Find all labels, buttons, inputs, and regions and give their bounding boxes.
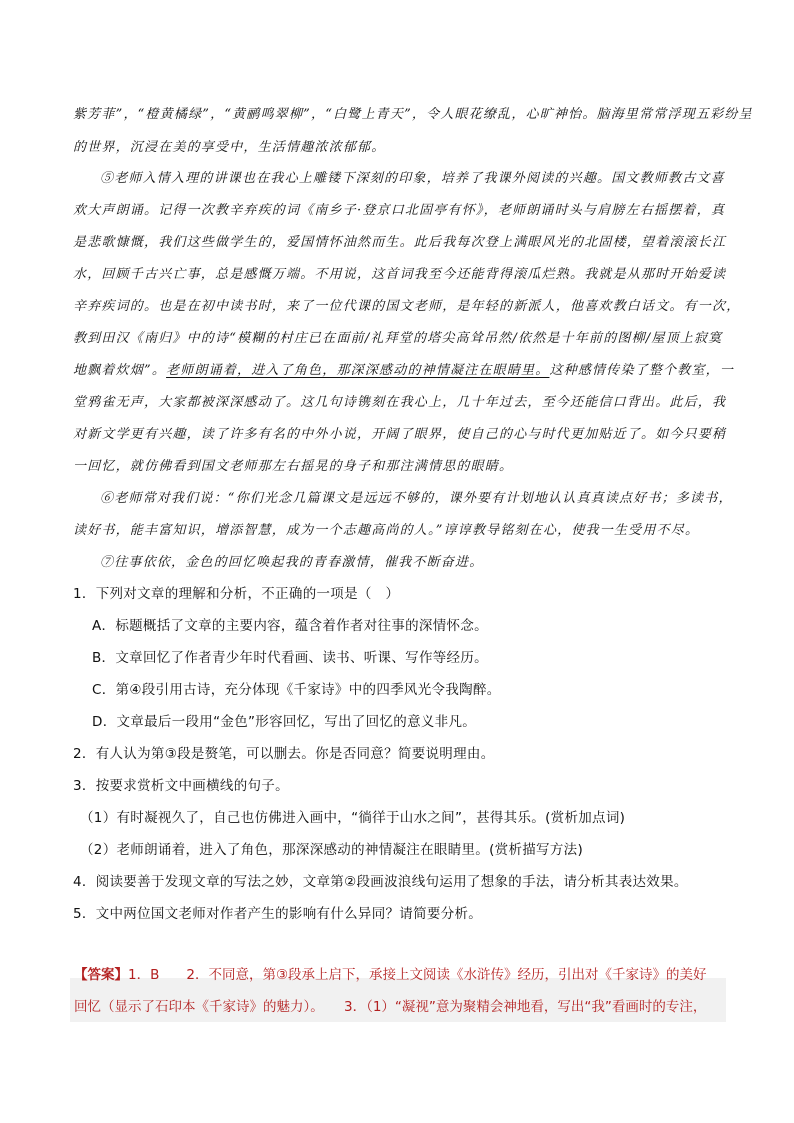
answer-line-2: 回忆（显示了石印本《千家诗》的魅力）。 3．（1）“凝视”意为聚精会神地看，写出“我”看画时的专注，	[74, 999, 707, 1015]
answer-line-1	[74, 963, 707, 983]
passage-line-9-start: 地飘着炊烟”。	[73, 363, 167, 378]
answer-line-1-text: 1．B 2．不同意，第③段承上启下，承接上文阅读《水浒传》经历，引出对《千家诗》的美好	[128, 967, 707, 983]
passage-line-3: ⑤老师入情入理的讲课也在我心上雕镂下深刻的印象，培养了我课外阅读的兴趣。国文教师教古文喜	[100, 171, 725, 186]
passage-line-10: 堂鸦雀无声，大家都被深深感动了。这几句诗镌刻在我心上，几十年过去，至今还能信口背出。此后，我	[73, 395, 727, 410]
passage-line-11: 对新文学更有兴趣，读了许多有名的中外小说，开阔了眼界，使自己的心与时代更加贴近了。如今只要稍	[73, 427, 727, 442]
passage-line-15: ⑦往事依依，金色的回忆唤起我的青春激情，催我不断奋进。	[100, 555, 484, 570]
question-3-1: （1）有时凝视久了，自己也仿佛进入画中，“徜徉于山水之间”，甚得其乐。(赏析加点词)	[80, 810, 626, 826]
option-b: B．文章回忆了作者青少年时代看画、读书、听课、写作等经历。	[92, 650, 488, 666]
question-2: 2．有人认为第③段是赘笔，可以删去。你是否同意？简要说明理由。	[73, 746, 495, 762]
underlined-sentence: 老师朗诵着，进入了角色，那深深感动的神情凝注在眼睛里。	[166, 363, 550, 378]
answer-tag: 【答案】	[74, 967, 128, 983]
passage-line-14: 读好书，能丰富知识，增添智慧，成为一个志趣高尚的人。”谆谆教导铭刻在心，使我一生受用不尽。	[73, 523, 700, 538]
passage-line-1: 紫芳菲”，“橙黄橘绿”，“黄鹂鸣翠柳”，“白鹭上青天”，令人眼花缭乱，心旷神怡。脑海里常常浮现五彩纷呈	[73, 107, 753, 122]
question-5: 5．文中两位国文老师对作者产生的影响有什么异同？请简要分析。	[73, 906, 483, 922]
passage-line-6: 水，回顾千古兴亡事，总是感慨万端。不用说，这首词我至今还能背得滚瓜烂熟。我就是从那时开始爱读	[73, 267, 727, 282]
option-d: D．文章最后一段用“金色”形容回忆，写出了回忆的意义非凡。	[92, 714, 477, 730]
question-1: 1．下列对文章的理解和分析，不正确的一项是（ ）	[73, 586, 400, 602]
passage-line-9-end: 这种感情传染了整个教室，一	[549, 363, 735, 378]
question-3-2: （2）老师朗诵着，进入了角色，那深深感动的神情凝注在眼睛里。(赏析描写方法)	[80, 842, 584, 858]
passage-line-5: 是悲歌慷慨，我们这些做学生的，爱国情怀油然而生。此后我每次登上满眼风光的北固楼，望着滚滚长江	[73, 235, 727, 250]
passage-line-7: 辛弃疾词的。也是在初中读书时，来了一位代课的国文老师，是年轻的新派人，他喜欢教白话文。有一次，	[73, 299, 741, 314]
question-3: 3．按要求赏析文中画横线的句子。	[73, 778, 289, 794]
passage-line-9	[73, 359, 734, 378]
passage-line-13: ⑥老师常对我们说：“你们光念几篇课文是远远不够的，课外要有计划地认认真真读点好书；多读书，	[100, 491, 733, 506]
passage-line-4: 欢大声朗诵。记得一次教辛弃疾的词《南乡子·登京口北固亭有怀》，老师朗诵时头与肩膀左右摇摆着，真	[73, 203, 726, 218]
option-a: A．标题概括了文章的主要内容，蕴含着作者对往事的深情怀念。	[92, 618, 488, 634]
passage-line-2: 的世界，沉浸在美的享受中，生活情趣浓浓郁郁。	[73, 140, 386, 155]
passage-line-8: 教到田汉《南归》中的诗“模糊的村庄已在面前/礼拜堂的塔尖高耸吊然/依然是十年前的图柳/屋顶上寂寞	[73, 331, 723, 346]
passage-line-12: 一回忆，就仿佛看到国文老师那左右摇晃的身子和那注满情思的眼睛。	[73, 459, 514, 474]
option-c: C．第④段引用古诗，充分体现《千家诗》中的四季风光令我陶醉。	[92, 682, 501, 698]
question-4: 4．阅读要善于发现文章的写法之妙，文章第②段画波浪线句运用了想象的手法，请分析其表达效果。	[73, 874, 688, 890]
